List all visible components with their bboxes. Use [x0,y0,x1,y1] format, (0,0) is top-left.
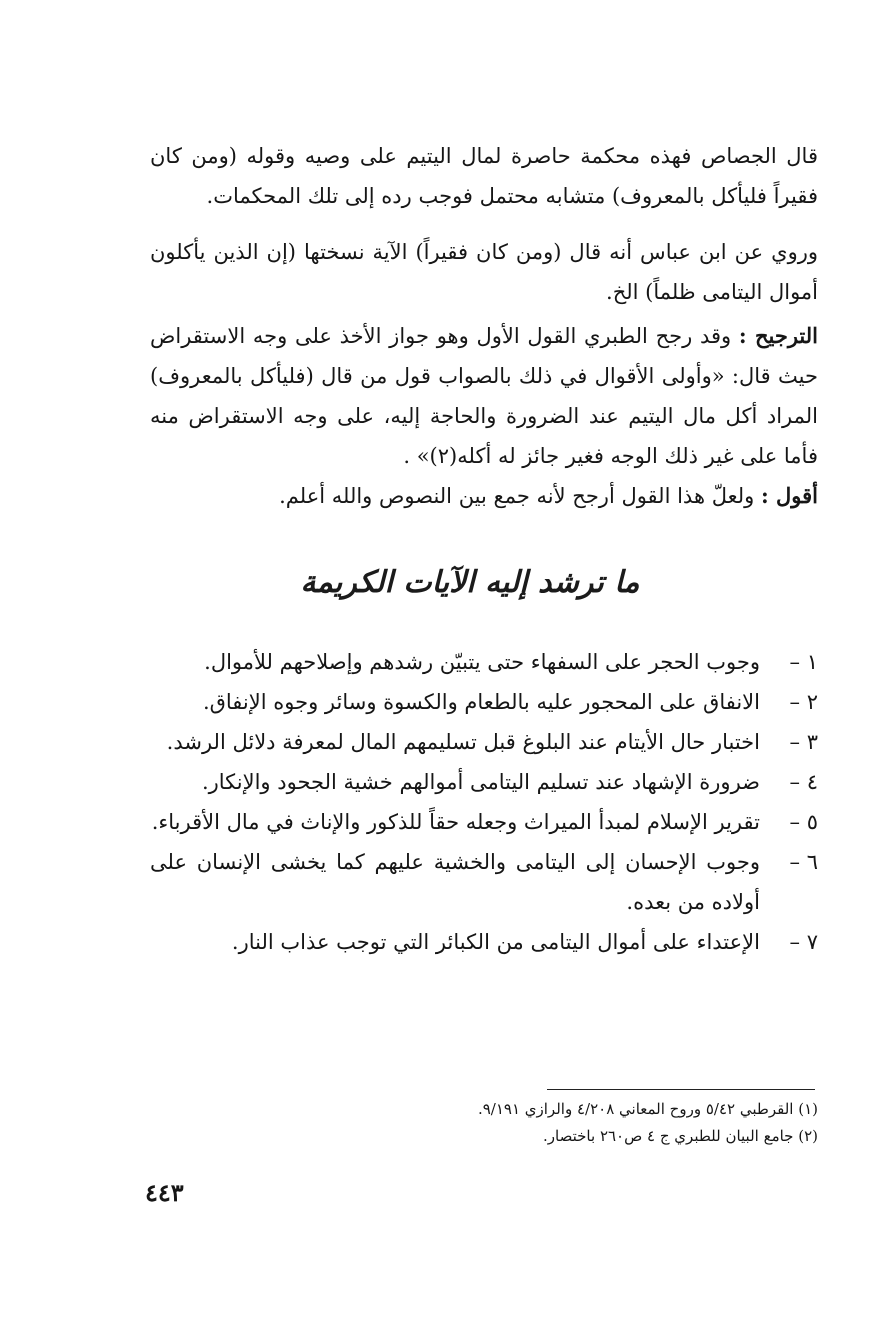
item-text: الانفاق على المحجور عليه بالطعام والكسوة وسائر وجوه الإنفاق. [202,690,760,714]
paragraph-text [150,316,818,476]
paragraph-jassas [150,136,818,216]
item-number: ٣ – [789,730,818,754]
item-text: وجوب الإحسان إلى اليتامى والخشية عليهم كما يخشى الإنسان على أولاده من بعده. [150,850,760,914]
item-text: تقرير الإسلام لمبدأ الميراث وجعله حقاً للذكور والإناث في مال الأقرباء. [151,810,760,834]
footnote-divider [547,1089,815,1090]
paragraph-ibn-abbas [150,232,818,312]
item-number: ٦ – [789,850,818,874]
list-item [150,722,818,762]
paragraph-text [150,476,818,516]
item-text: وجوب الحجر على السفهاء حتى يتبيّن رشدهم وإصلاحهم للأموال. [204,650,760,674]
aqul-label: أقول : [760,483,818,508]
list-item [150,842,818,922]
item-number: ١ – [789,650,818,674]
footnote-1: (١) القرطبي ٥/٤٢ وروح المعاني ٤/٢٠٨ والرازي ٩/١٩١. [477,1100,818,1118]
tarjih-label: الترجيح : [738,323,818,348]
list-item [150,922,818,962]
item-number: ٧ – [789,930,818,954]
page-number: ٤٤٣ [145,1178,184,1207]
section-heading-calligraphy [300,540,640,620]
aqul-text: ولعلّ هذا القول أرجح لأنه جمع بين النصوص والله أعلم. [279,484,761,508]
tarjih-text: وقد رجح الطبري القول الأول وهو جواز الأخذ على وجه الاستقراض حيث قال: «وأولى الأقوال في ذلك بالصواب قول من قال (فليأكل بالمعروف) المراد أكل مال اليتيم عند الضرورة والحاجة إليه، على وجه الاستقراض منه فأما على غير ذلك الوجه فغير جائز له أكله(٢)» . [150,324,818,468]
item-text: ضرورة الإشهاد عند تسليم اليتامى أموالهم خشية الجحود والإنكار. [201,770,760,794]
item-number: ٢ – [789,690,818,714]
item-text: الإعتداء على أموال اليتامى من الكبائر التي توجب عذاب النار. [231,930,760,954]
paragraph-tarjih [150,316,818,476]
list-item [150,642,818,682]
paragraph-text: قال الجصاص فهذه محكمة حاصرة لمال اليتيم على وصيه وقوله (ومن كان فقيراً فليأكل بالمعروف) متشابه محتمل فوجب رده إلى تلك المحكمات. [150,144,818,208]
list-item [150,802,818,842]
paragraph-aqul [150,476,818,516]
paragraph-text: وروي عن ابن عباس أنه قال (ومن كان فقيراً) الآية نسختها (إن الذين يأكلون أموال اليتامى ظلماً) الخ. [150,240,818,304]
item-text: اختبار حال الأيتام عند البلوغ قبل تسليمهم المال لمعرفة دلائل الرشد. [166,730,760,754]
section-heading: ما ترشد إليه الآيات الكريمة [300,565,640,600]
item-number: ٤ – [789,770,818,794]
lessons-list [150,642,818,962]
footnotes [150,1096,818,1150]
footnote-2: (٢) جامع البيان للطبري ج ٤ ص٢٦٠ باختصار. [543,1127,818,1145]
list-item [150,762,818,802]
list-item [150,682,818,722]
item-number: ٥ – [789,810,818,834]
